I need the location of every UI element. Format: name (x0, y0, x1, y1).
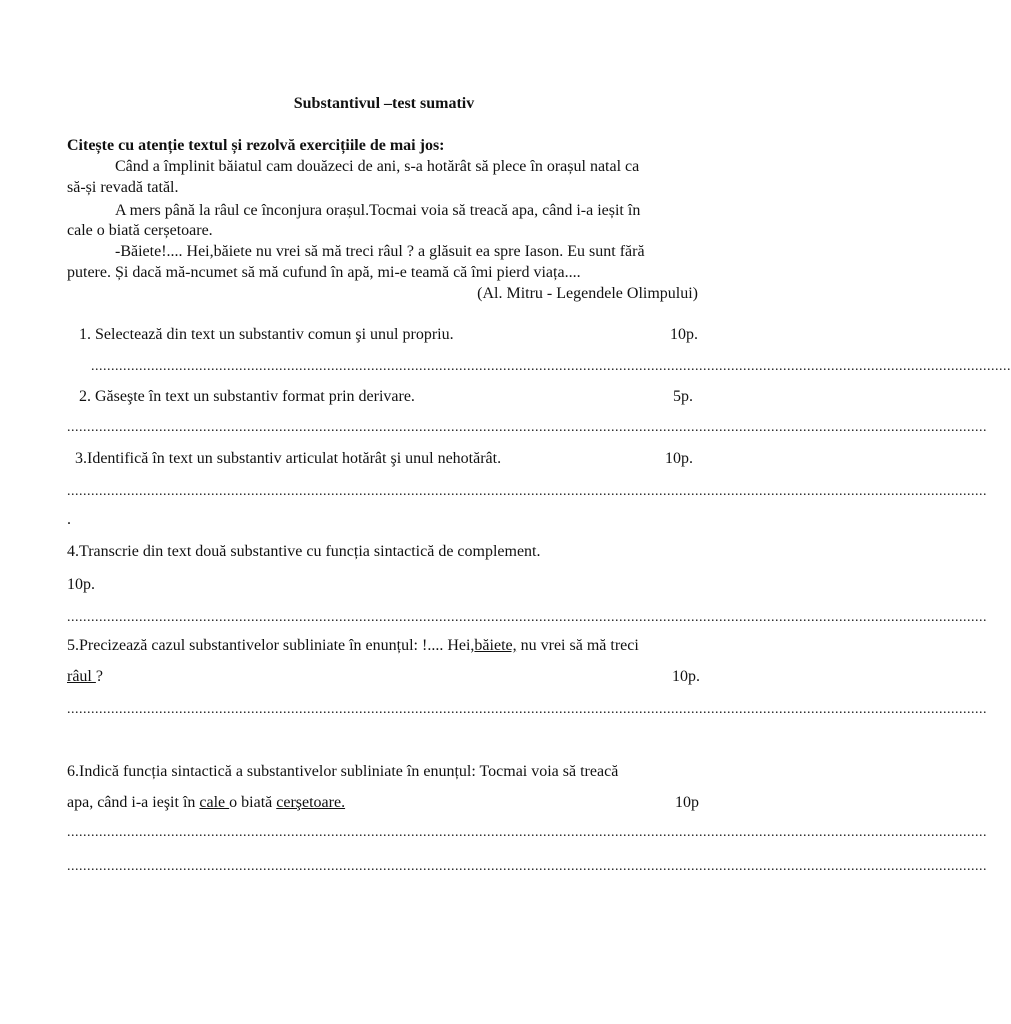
question-5-points: 10p. (672, 668, 700, 685)
question-1-points: 10p. (670, 326, 698, 343)
question-2-points: 5p. (673, 388, 693, 405)
answer-line-6a[interactable]: ...................................................................................................................................................................................................................................... (67, 825, 987, 840)
answer-line-3-end: . (67, 511, 71, 528)
question-3: 3.Identifică în text un substantiv articulat hotărât şi unul nehotărât. (75, 450, 502, 467)
question-6-line-1: 6.Indică funcția sintactică a substantivelor subliniate în enunțul: Tocmai voia să treacă (67, 763, 619, 780)
question-5-end: ? (95, 668, 103, 685)
page-title: Substantivul –test sumativ (293, 95, 475, 112)
question-5-line-1 (67, 636, 639, 656)
passage-line-1: Când a împlinit băiatul cam douăzeci de ani, s-a hotărât să plece în orașul natal ca (115, 158, 640, 175)
question-5-prefix: 5.Precizează cazul substantivelor subliniate în enunțul: !.... Hei, (67, 637, 475, 654)
passage-line-3: A mers până la râul ce înconjura orașul.Tocmai voia să treacă apa, când i-a ieșit în (115, 202, 641, 219)
passage-line-2: să-și revadă tatăl. (67, 179, 179, 196)
question-4: 4.Transcrie din text două substantive cu funcția sintactică de complement. (67, 543, 541, 560)
underlined-word-cale: cale (199, 794, 230, 811)
passage-line-4: cale o biată cerșetoare. (67, 222, 213, 239)
underlined-word-baiete: băiete, (474, 637, 517, 654)
question-4-points: 10p. (67, 576, 95, 593)
question-6-points: 10p (675, 794, 699, 811)
question-6-prefix: apa, când i-a ieşit în (67, 794, 200, 811)
question-2: 2. Găseşte în text un substantiv format prin derivare. (79, 388, 415, 405)
answer-line-4[interactable]: ...................................................................................................................................................................................................................................... (67, 610, 987, 625)
question-1: 1. Selectează din text un substantiv comun şi unul propriu. (79, 326, 454, 343)
passage-source: (Al. Mitru - Legendele Olimpului) (477, 285, 698, 302)
passage-line-6: putere. Și dacă mă-ncumet să mă cufund în apă, mi-e teamă că îmi pierd viața.... (67, 264, 581, 281)
question-5-suffix: nu vrei să mă treci (516, 637, 639, 654)
question-5-line-2 (67, 667, 103, 687)
question-3-points: 10p. (665, 450, 693, 467)
instruction: Citește cu atenție textul și rezolvă exercițiile de mai jos: (67, 137, 445, 154)
answer-line-5[interactable]: ...................................................................................................................................................................................................................................... (67, 702, 987, 717)
answer-line-2[interactable]: ...................................................................................................................................................................................................................................... (67, 420, 987, 435)
question-6-line-2 (67, 793, 345, 813)
answer-line-3[interactable]: ...................................................................................................................................................................................................................................... (67, 484, 987, 499)
answer-line-6b[interactable]: ...................................................................................................................................................................................................................................... (67, 859, 987, 874)
underlined-word-raul: râul (67, 668, 96, 685)
passage-line-5: -Băiete!.... Hei,băiete nu vrei să mă treci râul ? a glăsuit ea spre Iason. Eu sunt fără (115, 243, 645, 260)
answer-line-1[interactable]: ...................................................................................................................................................................................................................................... (91, 359, 1011, 374)
underlined-word-cersetoare: cerşetoare. (276, 794, 346, 811)
question-6-mid: o biată (229, 794, 277, 811)
